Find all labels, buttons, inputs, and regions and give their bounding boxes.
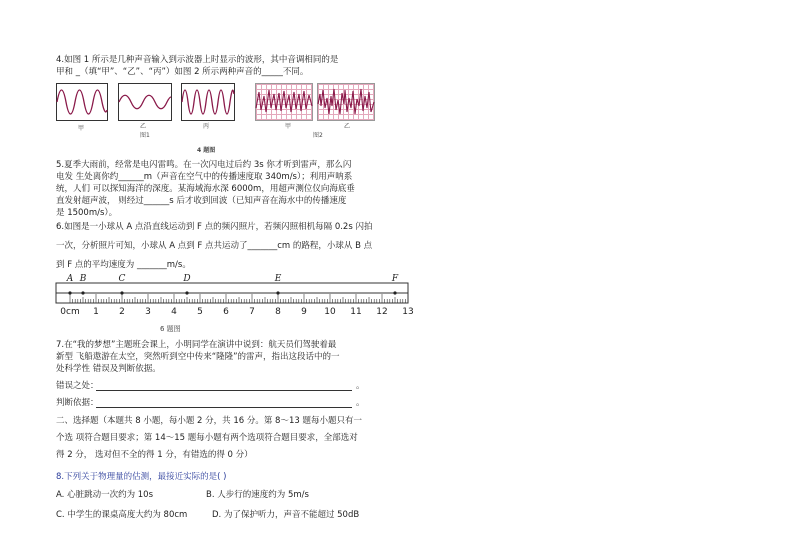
waveform-yi-svg <box>119 84 171 120</box>
ruler-number: 13 <box>402 307 414 317</box>
q7-line2: 新型 飞船遨游在太空，突然听到空中传来“隆隆”的雷声，指出这段话中的一 <box>56 352 340 362</box>
ball-position-dot <box>120 291 123 294</box>
fig2-label-jia: 甲 <box>285 123 292 130</box>
q8-stem: 8.下列关于物理量的估测，最接近实际的是( ) <box>56 472 227 482</box>
ball-position-dot <box>393 291 396 294</box>
waveform-yi-fig2-svg <box>318 84 374 120</box>
ruler-number: 0cm <box>60 307 80 317</box>
q8-option-d: D. 为了保护听力，声音不能超过 50dB <box>212 510 360 520</box>
ruler-number: 2 <box>119 307 125 317</box>
q8-option-c: C. 中学生的课桌高度大约为 80cm <box>56 510 188 520</box>
ruler-number: 11 <box>350 307 362 317</box>
ruler-number: 7 <box>249 307 255 317</box>
ruler-number: 12 <box>376 307 388 317</box>
ball-position-dot <box>81 291 84 294</box>
q8-option-a: A. 心脏跳动一次约为 10s <box>56 490 154 500</box>
q5-line5: 是 1500m/s）。 <box>56 208 118 218</box>
fig1-label-jia: 甲 <box>78 125 85 132</box>
q6-line1: 6.如图是一小球从 A 点沿直线运动到 F 点的频闪照片，若频闪照相机每隔 0.2s 闪拍 <box>56 222 373 232</box>
fig1-label-yi: 乙 <box>140 123 147 130</box>
waveform-jia-fig2-svg <box>256 84 312 120</box>
point-label-f: F <box>391 274 399 284</box>
ruler-number: 6 <box>223 307 229 317</box>
fig2-caption: 图2 <box>313 132 323 139</box>
q5-line2: 电发 生处离你约______m（声音在空气中的传播速度取 340m/s）；利用声呐系 <box>56 172 353 182</box>
q6-caption: 6 题图 <box>160 325 181 333</box>
waveform-jia-fig1 <box>56 83 108 121</box>
q5-line4: 直发射超声波， 则经过______s 后才收到回波（已知声音在海水中的传播速度 <box>56 196 347 206</box>
q8-option-b: B. 人步行的速度约为 5m/s <box>206 490 309 500</box>
q5-line3: 统，人们 可以探知海洋的深度。某海域海水深 6000m，用超声测位仪向海底垂 <box>56 184 355 194</box>
fig2-label-yi: 乙 <box>344 123 351 130</box>
waveform-bing-svg <box>182 84 234 120</box>
ruler-number: 10 <box>324 307 336 317</box>
q7-basis-end: 。 <box>356 398 365 408</box>
section2-line3: 得 2 分， 选对但不全的得 1 分，有错选的得 0 分） <box>56 450 253 460</box>
q7-basis-label: 判断依据： <box>56 398 99 408</box>
section2-line1: 二、选择题（本题共 8 小题，每小题 2 分，共 16 分。第 8～13 题每小题只有一 <box>56 416 362 426</box>
q5-line1: 5.夏季大雨前，经常是电闪雷鸣。在一次闪电过后约 3s 你才听到雷声，那么闪 <box>56 160 352 170</box>
q7-basis-answer-line <box>96 407 352 408</box>
q7-error-end: 。 <box>356 381 365 391</box>
q4-line1: 4.如图 1 所示是几种声音输入到示波器上时显示的波形，其中音调相同的是 <box>56 55 339 65</box>
q4-line2: 甲和 _（填“甲”、“乙”、“丙”）如图 2 所示两种声音的_____不同。 <box>56 67 309 77</box>
point-label-e: E <box>274 274 282 284</box>
ruler-number: 1 <box>93 307 99 317</box>
point-label-c: C <box>118 274 126 284</box>
fig1-label-bing: 丙 <box>203 123 210 130</box>
section2-line2: 个选 项符合题目要求；第 14～15 题每小题有两个选项符合题目要求，全部选对 <box>56 433 358 443</box>
waveform-yi-fig1 <box>118 83 172 121</box>
waveform-jia-fig2 <box>255 83 313 121</box>
point-label-d: D <box>183 274 191 284</box>
q7-error-label: 错误之处： <box>56 381 99 391</box>
q7-line3: 处科学性 错误及判断依据。 <box>56 364 161 374</box>
ruler-number: 5 <box>197 307 203 317</box>
ruler-number: 9 <box>301 307 307 317</box>
q7-line1: 7.在“我的梦想”主题班会课上，小明同学在演讲中说到：航天员们驾驶着最 <box>56 340 337 350</box>
waveform-bing-fig1 <box>181 83 235 121</box>
q4-caption: 4 题图 <box>197 147 216 154</box>
ball-position-dot <box>276 291 279 294</box>
point-label-a: A <box>66 274 74 284</box>
ruler-figure <box>56 274 416 318</box>
q7-error-answer-line <box>96 390 352 391</box>
ruler-number: 4 <box>171 307 177 317</box>
ruler-number: 3 <box>145 307 151 317</box>
waveform-yi-fig2 <box>317 83 375 121</box>
q6-line3: 到 F 点的平均速度为 _______m/s。 <box>56 260 191 270</box>
q6-line2: 一次，分析照片可知，小球从 A 点到 F 点共运动了_______cm 的路程，小球从 B 点 <box>56 241 373 251</box>
waveform-jia-svg <box>57 84 107 120</box>
fig1-caption: 图1 <box>140 132 150 139</box>
ball-position-dot <box>68 291 71 294</box>
ball-position-dot <box>185 291 188 294</box>
point-label-b: B <box>79 274 87 284</box>
ruler-number: 8 <box>275 307 281 317</box>
